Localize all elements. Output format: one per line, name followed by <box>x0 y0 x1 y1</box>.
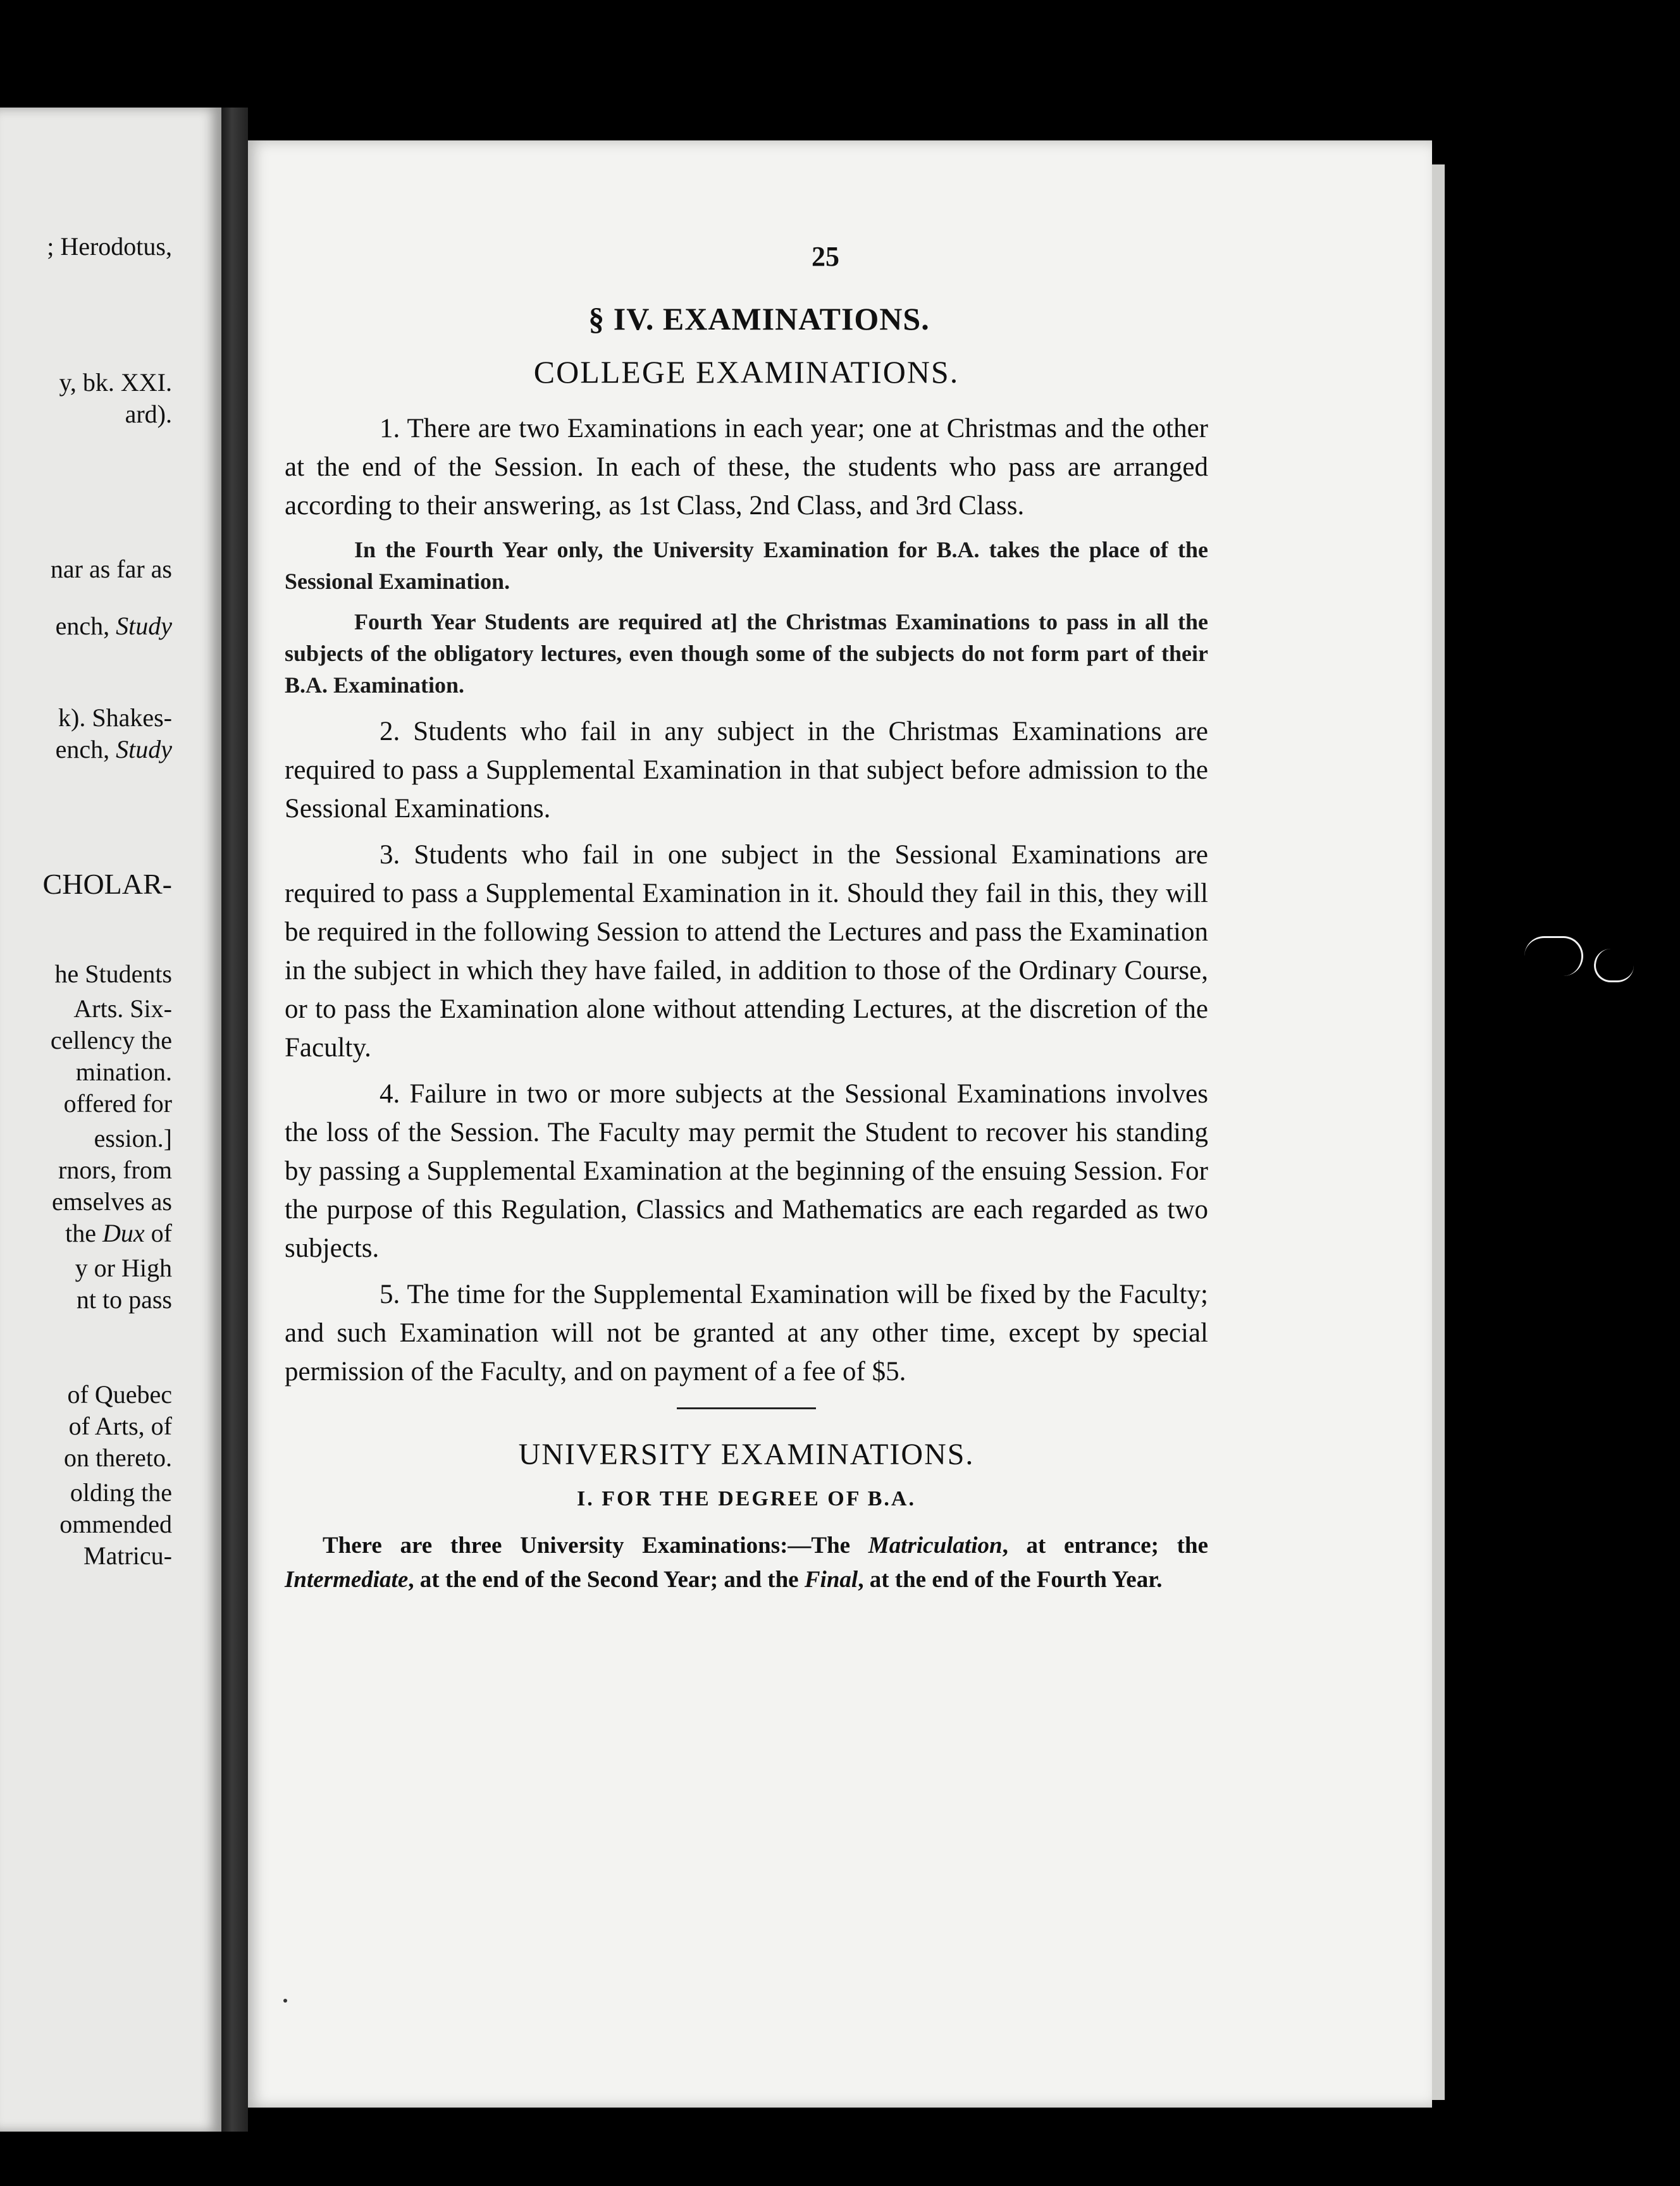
left-page-line: Arts. Six- <box>73 994 172 1023</box>
left-page-line: emselves as <box>52 1187 172 1216</box>
book-gutter <box>221 108 248 2132</box>
page-number: 25 <box>812 241 839 272</box>
left-page-line: y or High <box>75 1254 172 1282</box>
left-page-line: ench, Study <box>55 612 172 640</box>
left-page-line: of Arts, of <box>68 1412 172 1440</box>
note-fourth-year-christmas: Fourth Year Students are required at] the Christmas Examinations to pass in all the subjects of the obligatory lectures, even though some of the subjects do not form part of their B.A. Examination. <box>285 609 1208 698</box>
left-page-line: of Quebec <box>67 1380 172 1409</box>
left-facing-page <box>0 108 221 2132</box>
university-examinations-heading: UNIVERSITY EXAMINATIONS. <box>518 1438 975 1471</box>
section-heading: § IV. EXAMINATIONS. <box>588 301 930 337</box>
scan-scratch-mark <box>1594 949 1634 982</box>
left-page-line: he Students <box>54 960 172 988</box>
degree-subheading: I. FOR THE DEGREE OF B.A. <box>577 1487 916 1510</box>
left-page-line: ommended <box>59 1510 172 1538</box>
paragraph-5: 5. The time for the Supplemental Examination will be fixed by the Faculty; and such Examination will not be granted at any other time, except by special permission of the Faculty, and on payment of a fee of $5. <box>285 1280 1208 1386</box>
final-text-4: , at the end of the Fourth Year. <box>858 1567 1163 1593</box>
left-page-line: ession.] <box>94 1124 172 1152</box>
left-page-line: mination. <box>75 1058 172 1086</box>
intermediate-term: Intermediate <box>285 1567 409 1593</box>
left-page-line: k). Shakes- <box>58 703 172 732</box>
final-text-1: There are three University Examinations:—The <box>323 1533 868 1559</box>
final-text-3: , at the end of the Second Year; and the <box>408 1567 805 1593</box>
page-edge <box>1432 164 1445 2100</box>
left-page-line: the Dux of <box>65 1219 172 1247</box>
scan-scratch-mark <box>1524 936 1583 976</box>
left-page-line: cellency the <box>50 1026 172 1054</box>
scan-speck <box>283 1999 287 2003</box>
left-page-line: ard). <box>125 400 172 428</box>
section-divider-rule <box>677 1407 816 1409</box>
left-page-line: ench, Study <box>55 735 172 763</box>
note-fourth-year-ba: In the Fourth Year only, the University Examination for B.A. takes the place of the Sessional Examination. <box>285 537 1208 594</box>
left-page-line: nar as far as <box>50 555 172 583</box>
college-examinations-heading: COLLEGE EXAMINATIONS. <box>533 354 960 390</box>
left-page-line: CHOLAR- <box>42 868 172 900</box>
left-page-line: y, bk. XXI. <box>59 368 172 397</box>
left-page-line: nt to pass <box>76 1285 172 1314</box>
left-page-line: rnors, from <box>58 1156 172 1184</box>
paragraph-2: 2. Students who fail in any subject in the Christmas Examinations are required to pass a Supplemental Examination in that subject before admission to the Sessional Examinations. <box>285 717 1208 824</box>
left-page-line: ; Herodotus, <box>47 232 172 261</box>
paragraph-1: 1. There are two Examinations in each year; one at Christmas and the other at the end of the Session. In each of these, the students who pass are arranged according to their answering, as 1st Class, 2nd Class, and 3rd Class. <box>285 414 1208 521</box>
final-text-2: , at entrance; the <box>1002 1533 1208 1559</box>
page-text-column <box>285 240 1208 1597</box>
left-page-line: Matricu- <box>83 1541 172 1570</box>
paragraph-4: 4. Failure in two or more subjects at the Sessional Examinations involves the loss of the Session. The Faculty may permit the Student to recover his standing by passing a Supplemental Examination at the beginning of the ensuing Session. For the purpose of this Regulation, Classics and Mathematics are each regarded as two subjects. <box>285 1079 1208 1263</box>
left-page-line: on thereto. <box>63 1443 172 1472</box>
matriculation-term: Matriculation <box>868 1533 1003 1559</box>
final-term: Final <box>804 1567 858 1593</box>
left-page-line: offered for <box>63 1089 172 1118</box>
paragraph-3: 3. Students who fail in one subject in the Sessional Examinations are required to pass a Supplemental Examination in it. Should they fail in this, they will be required in the following Session to attend the Lectures and pass the Examination in the subject in which they have failed, in addition to those of the Ordinary Course, or to pass the Examination alone without attending Lectures, at the discretion of the Faculty. <box>285 840 1208 1063</box>
left-page-line: olding the <box>70 1478 172 1507</box>
university-examinations-paragraph <box>285 1529 1208 1597</box>
